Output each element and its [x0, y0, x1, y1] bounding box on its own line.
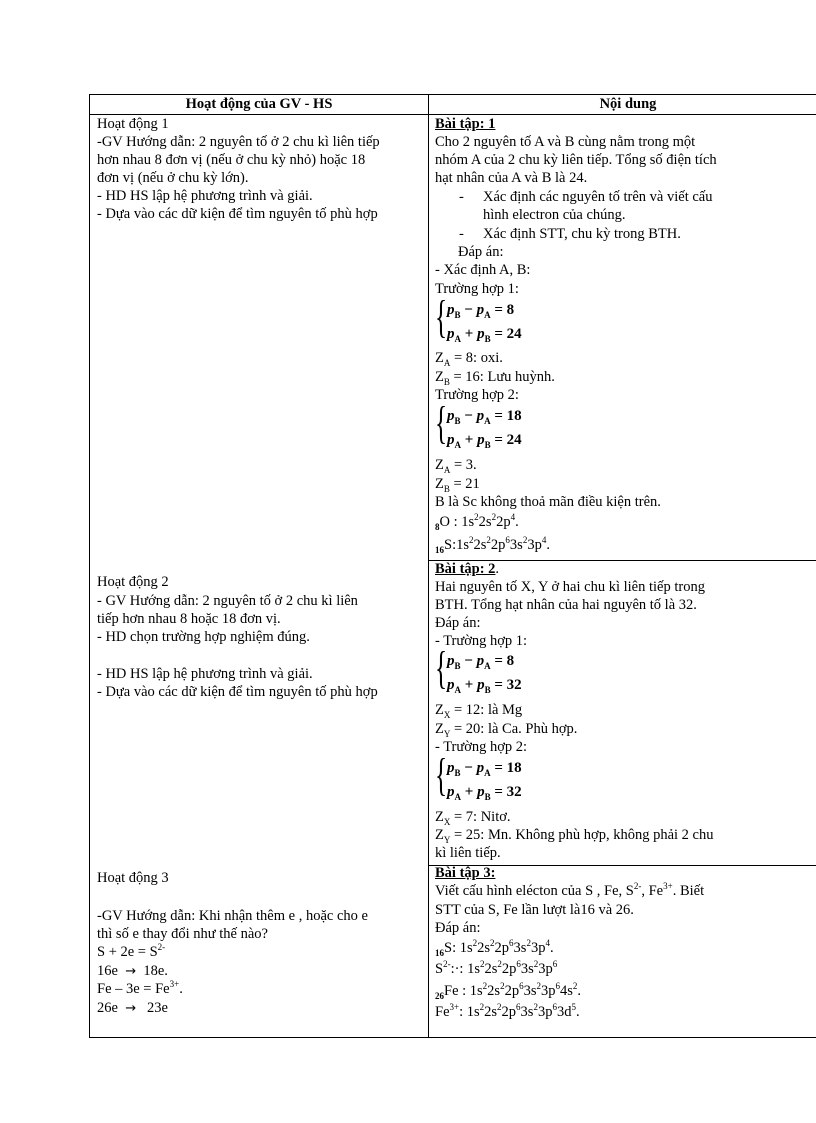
z-x-1: $Z_X = 12$: là Mg — [435, 702, 523, 720]
brace-icon: { — [435, 291, 448, 342]
exercise-2-title: Bài tập: 2. — [435, 561, 500, 577]
config-fe: $_{26}$Fe : $1s^22s^22p^63s^23p^64s^2$. — [435, 981, 582, 1001]
z-b-1: $Z_B = 16$: Lưu huỳnh. — [435, 369, 555, 387]
note: B là Sc không thoả mãn điều kiện trên. — [435, 494, 661, 510]
z-y-2: $Z_Y = 25$: Mn. Không phù hợp, không phải 2 chu — [435, 827, 714, 845]
exercise-1-item: Xác định các nguyên tố trên và viết cấu — [483, 189, 713, 205]
activity-2-line: - GV Hướng dẫn: 2 nguyên tố ở 2 chu kì liên — [97, 593, 358, 609]
exercise-1-item: Xác định STT, chu kỳ trong BTH. — [483, 226, 681, 242]
activity-2-title: Hoạt động 2 — [97, 574, 169, 590]
exercise-2-line: Hai nguyên tố X, Y ở hai chu kì liên tiếp trong — [435, 579, 705, 595]
activity-2-line: - HD HS lập hệ phương trình và giải. — [97, 666, 313, 682]
config-s-ion: $S^{2-}:\cdot$: $1s^22s^22p^63s^23p^6$ — [435, 959, 558, 977]
equation-fe: $Fe - 3e = Fe^{3+}$. — [97, 979, 183, 997]
config-fe-ion: $Fe^{3+}$: $1s^22s^22p^63s^23p^63d^5$. — [435, 1002, 580, 1020]
equation-s: $S + 2e = S^{2-}$ — [97, 942, 166, 960]
equation-fe-electrons: 26e → 23e — [97, 1000, 168, 1016]
z-x-2: $Z_X = 7$: Nitơ. — [435, 809, 511, 827]
arrow-icon: → — [125, 1001, 137, 1016]
arrow-icon: → — [125, 964, 137, 979]
answer-label: Đáp án: — [435, 615, 481, 631]
case-label: - Trường hợp 2: — [435, 739, 528, 755]
exercise-3-line: STT của S, Fe lần lượt là16 và 26. — [435, 902, 634, 918]
activity-1-title: Hoạt động 1 — [97, 116, 169, 132]
case-label: - Trường hợp 1: — [435, 633, 528, 649]
exercise-3-title: Bài tập 3: — [435, 865, 496, 881]
activity-3-line: thì số e thay đổi như thế nào? — [97, 926, 268, 942]
bullet: - — [459, 226, 464, 242]
case-label: Trường hợp 1: — [435, 281, 519, 297]
activity-1-line: đơn vị (nếu ở chu kỳ lớn). — [97, 170, 249, 186]
exercise-3-line: Viết cấu hình elécton của S , Fe, $S^{2-}$, $Fe^{3+}$. Biết — [435, 881, 705, 899]
case-label: Trường hợp 2: — [435, 387, 519, 403]
config-sulfur: $_{16}S:1s^22s^22p^63s^23p^4$. — [435, 535, 550, 555]
brace-icon: { — [435, 397, 448, 448]
activity-2-line: tiếp hơn nhau 8 hoặc 18 đơn vị. — [97, 611, 281, 627]
brace-icon: { — [435, 749, 448, 800]
equation-s-electrons: 16e → 18e. — [97, 963, 168, 979]
activity-1-line: - HD HS lập hệ phương trình và giải. — [97, 188, 313, 204]
activity-3-title: Hoạt động 3 — [97, 870, 169, 886]
exercise-1-item: hình electron của chúng. — [483, 207, 626, 223]
right-column: Bài tập: 1 Cho 2 nguyên tố A và B cùng nằm trong một nhóm A của 2 chu kỳ liên tiếp. Tổng số điện tích hạt nhân của A và B là 24. - Xác định các nguyên tố trên và viết cấu hình electron của chúng. - Xác định STT, chu kỳ trong BTH. Đáp án: - Xác định A, B: Trường hợp 1: { $p_B - p_A = 8$ $p_A + p_B = 24$ $Z_A = 8$: oxi. $Z_B = 16$: Lưu huỳnh. Trường hợp 2: { $p_B - p_A = 18$ $p_A + p_B = 24$ $Z_A = 3$. $Z_B = 21$ B là Sc không thoả mãn điều kiện trên. $_8$O : $1s^22s^22p^4$. $_{16}S:1s^22s^22p^63s^23p^4$. Bài tập: 2. Hai nguyên tố X, Y ở hai chu kì liên tiếp trong BTH. Tổng hạt nhân của hai nguyên tố là 32. Đáp án: - Trường hợp 1: { $p_B - p_A = 8$ $p_A + p_B = 32$ $Z_X = 12$: là Mg $Z_Y = 20$: là Ca. Phù hợp. - Trường hợp 2: { $p_B - p_A = 18$ $p_A + p_B = 32$ $Z_X = 7$: Nitơ. $Z_Y = 25$: Mn. Không phù hợp, không phải 2 chu kì liên tiếp. Bài tập 3: Viết cấu hình elécton của S , Fe, $S^{2-}$, $Fe^{3+}$. Biết STT của S, Fe lần lượt là16 và 26. Đáp án: $_{16}$S: $1s^22s^22p^63s^23p^4$. $S^{2-}:\cdot$: $1s^22s^22p^63s^23p^6$ $_{26}$Fe : $1s^22s^22p^63s^23p^64s^2$. $Fe^{3+}$: $1s^22s^22p^63s^23p^63d^5$. — [435, 116, 717, 1020]
activity-1-line: hơn nhau 8 đơn vị (nếu ở chu kỳ nhỏ) hoặc 18 — [97, 152, 366, 168]
brace-icon: { — [435, 642, 448, 693]
activity-3-line: -GV Hướng dẫn: Khi nhận thêm e , hoặc cho e — [97, 908, 368, 924]
exercise-1-line: nhóm A của 2 chu kỳ liên tiếp. Tổng số điện tích — [435, 152, 717, 168]
exercise-2-line: BTH. Tổng hạt nhân của hai nguyên tố là 32. — [435, 597, 697, 613]
bullet: - — [459, 189, 464, 205]
config-s: $_{16}$S: $1s^22s^22p^63s^23p^4$. — [435, 938, 554, 958]
activity-2-line: - HD chọn trường hợp nghiệm đúng. — [97, 629, 310, 645]
exercise-1-line: Cho 2 nguyên tố A và B cùng nằm trong một — [435, 134, 696, 150]
header-right: Nội dung — [599, 96, 657, 112]
z-y-1: $Z_Y = 20$: là Ca. Phù hợp. — [435, 721, 578, 739]
z-b-2: $Z_B = 21$ — [435, 476, 480, 494]
determine-label: - Xác định A, B: — [435, 262, 531, 278]
answer-label: Đáp án: — [458, 244, 504, 260]
z-a-2: $Z_A = 3$. — [435, 457, 477, 475]
activity-2-line: - Dựa vào các dữ kiện để tìm nguyên tố phù hợp — [97, 684, 378, 700]
answer-label: Đáp án: — [435, 920, 481, 936]
exercise-1-line: hạt nhân của A và B là 24. — [435, 170, 588, 186]
exercise-1-title: Bài tập: 1 — [435, 116, 496, 132]
config-oxygen: $_8$O : $1s^22s^22p^4$. — [435, 512, 519, 532]
activity-1-line: -GV Hướng dẫn: 2 nguyên tố ở 2 chu kì liên tiếp — [97, 134, 380, 150]
activity-1-line: - Dựa vào các dữ kiện để tìm nguyên tố phù hợp — [97, 206, 378, 222]
header-left: Hoạt động của GV - HS — [185, 96, 333, 112]
z-a-1: $Z_A = 8$: oxi. — [435, 350, 503, 368]
z-y-2-cont: kì liên tiếp. — [435, 845, 501, 861]
